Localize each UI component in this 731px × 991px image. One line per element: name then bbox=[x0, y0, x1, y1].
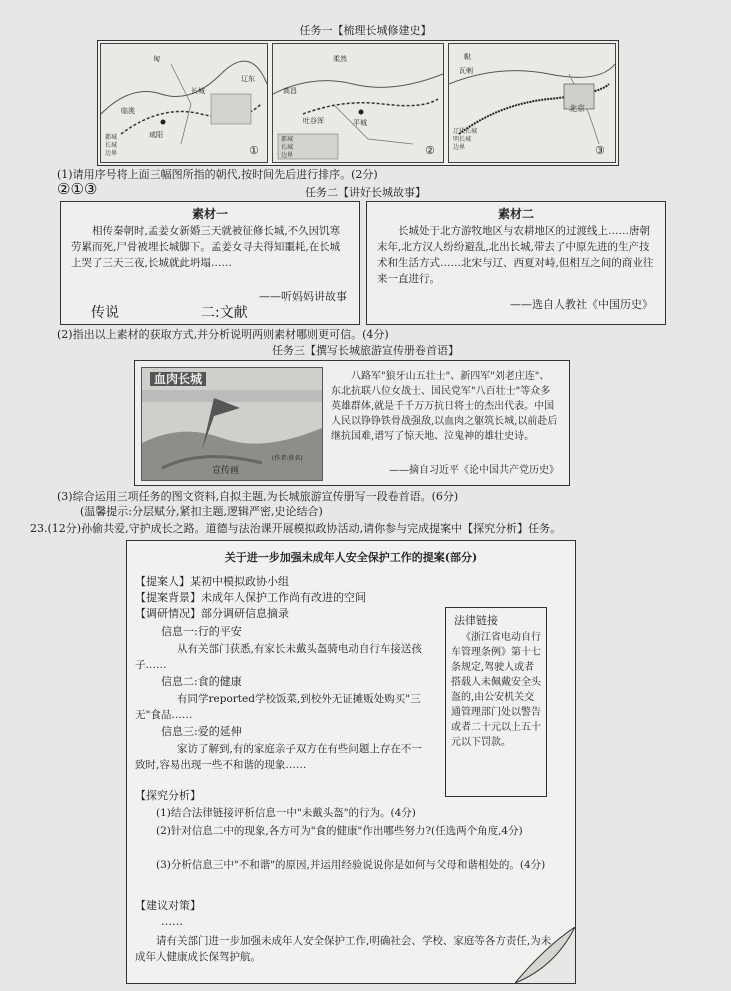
map1-label: 咸阳 bbox=[149, 131, 163, 139]
analysis-q3: (3)分析信息三中"不和谐"的原因,并运用经验说说你是如何与父母和谐相处的。(4分) bbox=[156, 859, 546, 871]
material-one-box bbox=[60, 201, 360, 325]
material-two-text: 长城处于北方游牧地区与农耕地区的过渡线上……唐朝末年,北方汉人纷纷避乱,北出长城,带去了中原先进的生产技术和生活方式……北宋与辽、西夏对峙,但相互之间的商业往来一直进行。 bbox=[377, 225, 654, 285]
analysis-q2: (2)针对信息二中的现象,各方可为"食的健康"作出哪些努力?(任选两个角度,4分) bbox=[156, 825, 523, 837]
material-one-text: 相传秦朝时,孟姜女新婚三天就被征修长城,不久因饥寒劳累而死,尸骨被埋长城脚下。孟姜女寻夫得知噩耗,在长城上哭了三天三夜,长城就此坍塌…… bbox=[71, 225, 341, 269]
map1-label: 匈 bbox=[153, 55, 160, 63]
law-link-text: 《浙江省电动自行车管理条例》第十七条规定,驾驶人或者搭载人未佩戴安全头盔的,由公安机关交通管理部门处以警告或者二十元以上五十元以下罚款。 bbox=[451, 632, 541, 748]
proposal-document bbox=[126, 540, 576, 984]
proposal-title: 关于进一步加强未成年人安全保护工作的提案(部分) bbox=[224, 551, 478, 564]
suggest-text: 请有关部门进一步加强未成年人安全保护工作,明确社会、学校、家庭等各方责任,为未成年人健康成长保驾护航。 bbox=[135, 935, 552, 963]
info1-text: 从有关部门获悉,有家长未戴头盔骑电动自行车接送孩子…… bbox=[135, 643, 422, 671]
map2-number: ② bbox=[425, 144, 435, 157]
q23-intro: 23.(12分)孙偷共爱,守护成长之路。道德与法治课开展模拟政协活动,请你参与完成提案中【探究分析】任务。 bbox=[30, 522, 562, 535]
material-one-source: ——听妈妈讲故事 bbox=[259, 290, 347, 303]
map1-label: 临洮 bbox=[121, 107, 135, 115]
task3-box bbox=[134, 360, 570, 486]
legend-item: 长城 bbox=[105, 142, 118, 149]
task3-hint: (温馨提示:分层赋分,紧扣主题,逻辑严密,史论结合) bbox=[80, 505, 323, 518]
legend-item: 辽代长城 bbox=[453, 128, 478, 135]
map-ming bbox=[448, 43, 616, 163]
map2-label: 柔然 bbox=[333, 55, 347, 63]
suggest-ellipsis: …… bbox=[161, 915, 183, 928]
map2-label: 高昌 bbox=[283, 87, 297, 95]
task1-question: (1)请用序号将上面三幅图所指的朝代,按时间先后进行排序。(2分) bbox=[57, 168, 378, 181]
map2-label: 吐谷浑 bbox=[303, 117, 324, 125]
task2-title: 任务二【讲好长城故事】 bbox=[305, 186, 426, 199]
map3-label: 瓦剌 bbox=[459, 67, 473, 75]
info2-title: 信息二:食的健康 bbox=[161, 675, 242, 688]
legend-item: 边界 bbox=[453, 144, 466, 151]
map-northern-wei bbox=[272, 43, 444, 163]
task3-question: (3)综合运用三项任务的图文资料,自拟主题,为长城旅游宣传册写一段卷首语。(6分) bbox=[57, 490, 459, 503]
task1-maps-frame bbox=[97, 40, 619, 166]
handwritten-order: ②①③ bbox=[57, 180, 98, 198]
suggest-title: 【建议对策】 bbox=[135, 899, 201, 912]
legend-item: 都城 bbox=[105, 134, 118, 141]
page-curl-icon bbox=[515, 927, 575, 983]
poster-title: 血肉长城 bbox=[150, 372, 206, 386]
material-two-title: 素材二 bbox=[497, 207, 534, 221]
map2-legend bbox=[281, 136, 293, 160]
handwritten-note: 二:文献 bbox=[201, 305, 248, 321]
proposer: 【提案人】某初中模拟政协小组 bbox=[135, 575, 289, 588]
material-two-source: ——选自人教社《中国历史》 bbox=[510, 298, 653, 311]
task3-title: 任务三【撰写长城旅游宣传册卷首语】 bbox=[272, 344, 459, 357]
material-one-title: 素材一 bbox=[191, 207, 228, 221]
legend-item: 边界 bbox=[105, 150, 118, 157]
legend-item: 长城 bbox=[281, 144, 294, 151]
background: 【提案背景】未成年人保护工作尚有改进的空间 bbox=[135, 591, 366, 604]
map3-label: 鞑 bbox=[464, 53, 471, 61]
map1-number: ① bbox=[249, 144, 259, 157]
legend-item: 边界 bbox=[281, 152, 294, 159]
survey: 【调研情况】部分调研信息摘录 bbox=[135, 607, 289, 620]
map3-label: 北京 bbox=[569, 104, 585, 113]
task2-question: (2)指出以上素材的获取方式,并分析说明两则素材哪则更可信。(4分) bbox=[57, 328, 389, 341]
map3-legend bbox=[453, 128, 477, 152]
map1-legend bbox=[105, 134, 117, 158]
map-northern-wei-drawing bbox=[273, 44, 443, 162]
map2-label: 平城 bbox=[353, 119, 367, 127]
analysis-title: 【探究分析】 bbox=[135, 789, 201, 802]
legend-item: 明长城 bbox=[453, 136, 472, 143]
poster-caption: 宣传画 bbox=[212, 466, 240, 476]
map1-label: 长城 bbox=[191, 87, 205, 95]
legend-item: 都城 bbox=[281, 136, 294, 143]
propaganda-poster bbox=[141, 367, 323, 481]
analysis-q1: (1)结合法律链接评析信息一中"未戴头盔"的行为。(4分) bbox=[156, 807, 416, 819]
map-qin bbox=[100, 43, 268, 163]
info3-text: 家访了解到,有的家庭亲子双方在有些问题上存在不一致时,容易出现一些不和谐的现象…… bbox=[135, 743, 422, 771]
map1-label: 辽东 bbox=[241, 75, 255, 83]
map3-number: ③ bbox=[595, 144, 605, 157]
poster-note: (作者:佚名) bbox=[272, 455, 303, 462]
law-link-title: 法律链接 bbox=[454, 614, 498, 627]
law-link-box bbox=[445, 607, 547, 797]
info3-title: 信息三:爱的延伸 bbox=[161, 725, 242, 738]
task1-title: 任务一【梳理长城修建史】 bbox=[299, 24, 432, 37]
info2-text: 有同学reported学校饭菜,到校外无证摊贩处购买"三无"食品…… bbox=[135, 693, 421, 721]
handwritten-note: 传说 bbox=[91, 305, 119, 321]
material-two-box bbox=[366, 201, 666, 325]
map-qin-drawing bbox=[101, 44, 267, 162]
task3-source: ——摘自习近平《论中国共产党历史》 bbox=[389, 465, 559, 476]
task3-text: 八路军"狼牙山五壮士"、新四军"刘老庄连"、东北抗联八位女战士、国民党军"八百壮士"等众多英雄群体,就是千千万万抗日将士的杰出代表。中国人民以铮铮铁骨战强敌,以血肉之躯筑长城,以前赴后继抗国难,谱写了惊天地、泣鬼神的雄壮史诗。 bbox=[331, 371, 558, 442]
info1-title: 信息一:行的平安 bbox=[161, 625, 242, 638]
